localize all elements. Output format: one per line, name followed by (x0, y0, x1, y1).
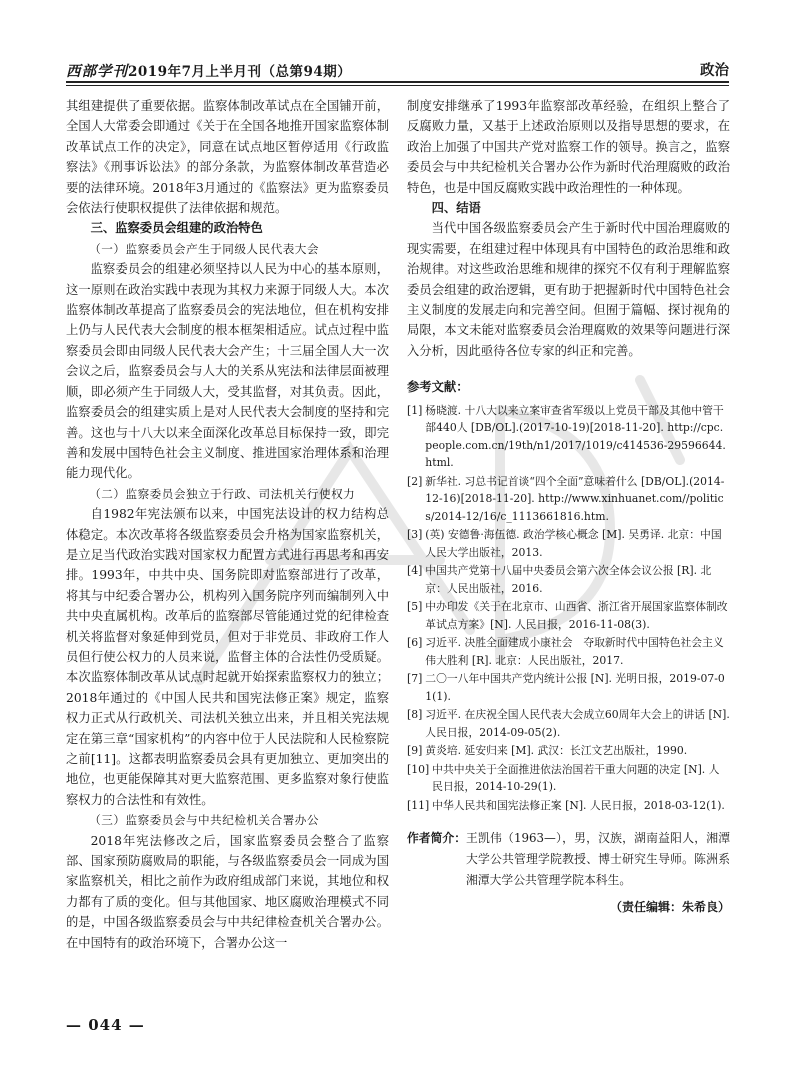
reference-number: [3] (407, 528, 423, 542)
reference-number: [6] (407, 636, 423, 650)
body-paragraph: 自1982年宪法颁布以来，中国宪法设计的权力结构总体稳定。本次改革将各级监察委员会升格为国家监察机关，是立足当代政治实践对国家权力配置方式进行再思考和再安排。1993年，中共中央、国务院即对监察部进行了改革，将其与中纪委合署办公，机构列入国务院序列而编制列入中共中央直属机构。改革后的监察部尽管能通过党的纪律检查机关将监督对象延伸到党员，但对于非党员、非政府工作人员但行使公权力的人员来说，监督主体的合法性仍受质疑。本次监察体制改革从试点时起就开始探索监察权力的独立；2018年通过的《中国人民共和国宪法修正案》规定，监察权力正式从行政机关、司法机关独立出来，并且相关宪法规定在第三章“国家机构”的内容中位于人民法院和人民检察院之前[11]。这都表明监察委员会具有更加独立、更加突出的地位，也更能保障其对更大监察范围、更多监察对象行使监察权力的合法性和有效性。 (66, 507, 389, 807)
reference-text: 新华社. 习总书记首谈“四个全面”意味着什么 [DB/OL].(2014-12-16)[2018-11-20]. http://www.xinhuanet.com//politics/2014-12/16/c_1113661816.htm. (425, 474, 725, 523)
page-header (66, 56, 729, 80)
right-column-body (407, 96, 730, 361)
body-paragraph: 制度安排继承了1993年监察部改革经验，在组织上整合了反腐败力量，又基于上述政治原则以及指导思想的要求，在政治上加强了中国共产党对监察工作的领导。换言之，监察委员会与中共纪检机关合署办公作为新时代治理腐败的政治特色，也是中国反腐败实践中政治理性的一种体现。 (407, 99, 730, 195)
reference-text: 杨晓渡. 十八大以来立案审查省军级以上党员干部及其他中管干部440人 [DB/OL].(2017-10-19)[2018-11-20]. http://cpc.people.com.cn/19th/n1/2017/1019/c414536-29596644.html. (425, 403, 726, 470)
journal-logo: 西部学刊 (66, 63, 128, 80)
reference-item (407, 473, 730, 526)
reference-number: [1] (407, 403, 423, 417)
reference-text: 中华人民共和国宪法修正案 [N]. 人民日报，2018-03-12(1). (432, 798, 725, 812)
body-paragraph: 2018年宪法修改之后，国家监察委员会整合了监察部、国家预防腐败局的职能，与各级监察委员会一同成为国家监察机关，相比之前作为政府组成部门来说，其地位和权力都有了质的变化。但与其他国家、地区腐败治理模式不同的是，中国各级监察委员会与中共纪律检查机关合署办公。在中国特有的政治环境下，合署办公这一 (66, 833, 389, 950)
section-heading: 三、监察委员会组建的政治特色 (90, 220, 263, 236)
reference-text: 二〇一八年中国共产党内统计公报 [N]. 光明日报，2019-07-01(1). (425, 672, 725, 703)
reference-text: 习近平. 决胜全面建成小康社会 夺取新时代中国特色社会主义伟大胜利 [R]. 北京：人民出版社，2017. (425, 636, 724, 667)
reference-number: [10] (407, 762, 430, 776)
reference-item (407, 742, 730, 760)
section-label: 政治 (700, 62, 729, 79)
journal-title (66, 60, 351, 81)
author-label: 作者简介： (407, 831, 466, 846)
responsible-editor: （责任编辑：朱希良） (609, 900, 730, 915)
reference-list (407, 402, 730, 815)
reference-item (407, 634, 730, 669)
header-rule-thick (66, 81, 729, 83)
right-column (407, 96, 730, 918)
subsection-heading: （三）监察委员会与中共纪检机关合署办公 (89, 813, 319, 828)
reference-number: [9] (407, 744, 423, 758)
reference-number: [2] (407, 474, 423, 488)
author-info (407, 828, 730, 891)
subsection-heading: （二）监察委员会独立于行政、司法机关行使权力 (89, 486, 356, 501)
reference-number: [4] (407, 564, 423, 578)
reference-number: [8] (407, 708, 423, 722)
reference-text: 中国共产党第十八届中央委员会第六次全体会议公报 [R]. 北京：人民出版社，2016. (425, 564, 712, 595)
body-paragraph: 当代中国各级监察委员会产生于新时代中国治理腐败的现实需要，在组建过程中体现具有中国特色的政治思维和政治规律。对这些政治思维和规律的探究不仅有利于理解监察委员会组建的政治逻辑，更有助于把握新时代中国特色社会主义制度的发展走向和完善空间。但囿于篇幅、探讨视角的局限，本文未能对监察委员会治理腐败的效果等问题进行深入分析，因此亟待各位专家的纠正和完善。 (407, 221, 730, 358)
header-rule-thin (66, 85, 729, 86)
reference-item (407, 562, 730, 597)
journal-issue: 2019年7月上半月刊（总第94期） (128, 64, 352, 80)
subsection-heading: （一）监察委员会产生于同级人民代表大会 (89, 241, 319, 256)
reference-text: (英) 安德鲁·海伍德. 政治学核心概念 [M]. 吴勇译. 北京：中国人民大学出版社，2013. (425, 528, 722, 559)
reference-item (407, 598, 730, 633)
page-number: — 044 — (66, 1016, 145, 1034)
left-column (66, 96, 389, 953)
reference-number: [7] (407, 672, 423, 686)
body-paragraph: 监察委员会的组建必须坚持以人民为中心的基本原则，这一原则在政治实践中表现为其权力来源于同级人大。本次监察体制改革提高了监察委员会的宪法地位，但在机构安排上仍与人民代表大会制度的根本框架相适应。试点过程中监察委员会即由同级人民代表大会产生；十三届全国人大一次会议之后，监察委员会与人大的关系从宪法和法律层面被理顺，即必须产生于同级人大，受其监督，对其负责。因此，监察委员会的组建实质上是对人民代表大会制度的坚持和完善。这也与十八大以来全面深化改革总目标保持一致，即完善和发展中国特色社会主义制度、推进国家治理体系和治理能力现代化。 (66, 262, 389, 481)
author-text: 王凯伟（1963—），男，汉族，湖南益阳人，湘潭大学公共管理学院教授、博士研究生导师。陈洲系湘潭大学公共管理学院本科生。 (466, 831, 730, 888)
body-paragraph: 其组建提供了重要依据。监察体制改革试点在全国铺开前，全国人大常委会即通过《关于在全国各地推开国家监察体制改革试点工作的决定》，同意在试点地区暂停适用《行政监察法》《刑事诉讼法》的部分条款，为监察体制改革营造必要的法律环境。2018年3月通过的《监察法》更为监察委员会依法行使职权提供了法律依据和规范。 (66, 99, 389, 216)
reference-text: 黄炎培. 延安归来 [M]. 武汉：长江文艺出版社，1990. (425, 744, 688, 758)
reference-text: 中共中央关于全面推进依法治国若干重大问题的决定 [N]. 人民日报，2014-10-29(1). (432, 762, 720, 794)
reference-item (407, 670, 730, 705)
reference-text: 习近平. 在庆祝全国人民代表大会成立60周年大会上的讲话 [N]. 人民日报，2014-09-05(2). (425, 708, 730, 739)
reference-text: 中办印发《关于在北京市、山西省、浙江省开展国家监察体制改革试点方案》[N]. 人民日报，2016-11-08(3). (425, 600, 728, 631)
reference-item (407, 526, 730, 561)
reference-number: [11] (407, 798, 430, 812)
references-heading: 参考文献： (407, 380, 469, 395)
reference-item (407, 706, 730, 741)
reference-item (407, 761, 730, 796)
reference-item (407, 797, 730, 815)
reference-number: [5] (407, 600, 423, 614)
section-heading: 四、结语 (431, 200, 481, 216)
reference-item (407, 402, 730, 472)
